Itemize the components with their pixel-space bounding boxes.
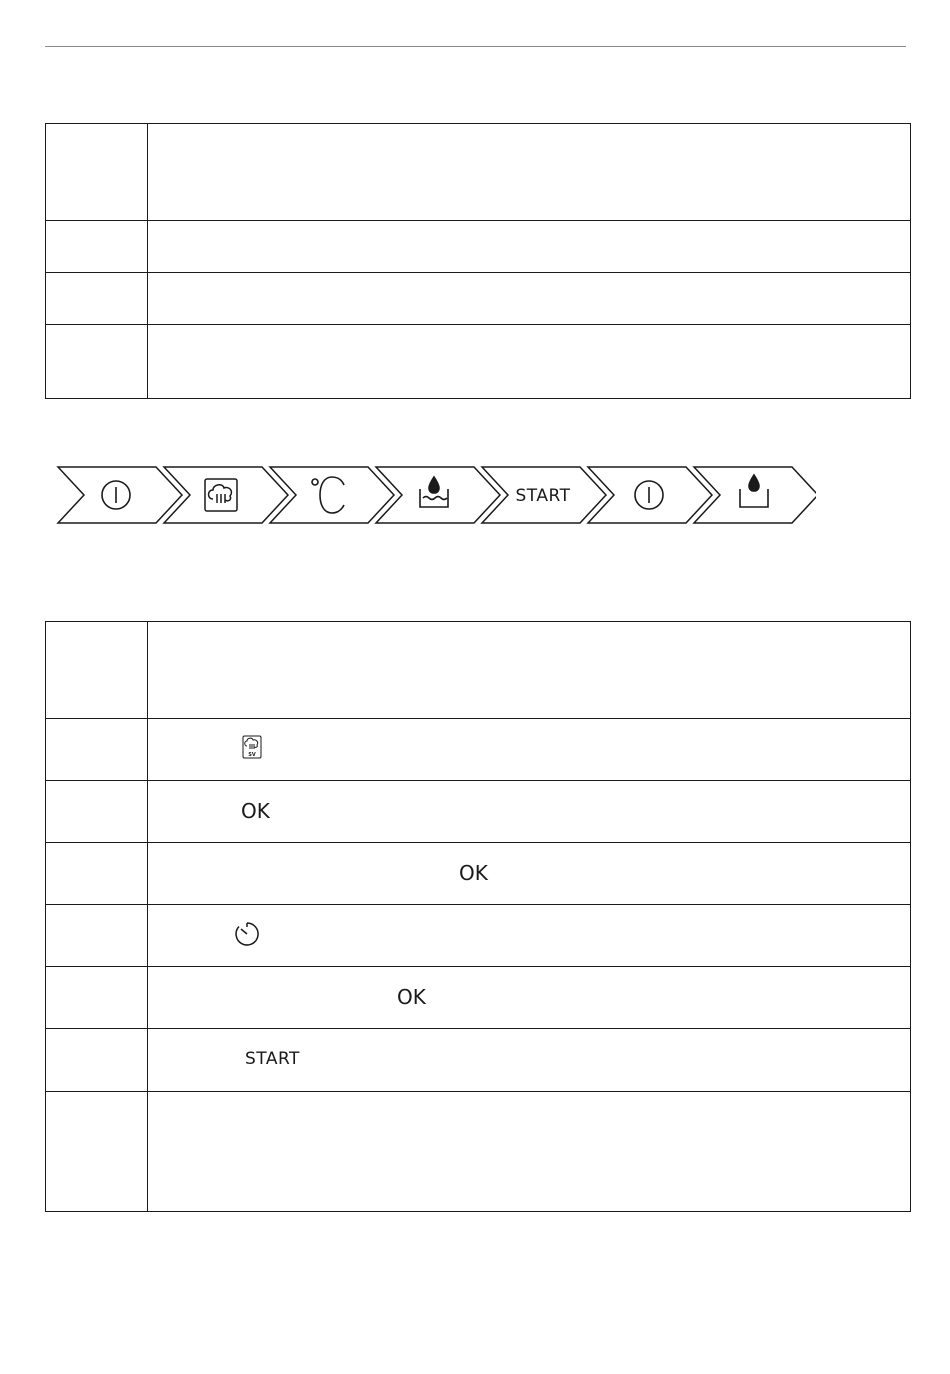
procedure-sequence (56, 465, 816, 525)
table-row (46, 124, 911, 221)
table-row (46, 719, 911, 781)
svg-text:SV: SV (248, 752, 256, 758)
header-rule (45, 46, 906, 47)
table-row (46, 622, 911, 719)
steam-sv-icon (242, 735, 262, 759)
ok-key-label: OK (459, 861, 488, 885)
table-row (46, 1029, 911, 1092)
table-row (46, 273, 911, 325)
ok-key-label: OK (397, 985, 426, 1009)
table-row (46, 1092, 911, 1212)
ok-key-label: OK (241, 799, 270, 823)
table-row (46, 843, 911, 905)
table-row (46, 967, 911, 1029)
table-row (46, 905, 911, 967)
table-row (46, 221, 911, 273)
table-row (46, 325, 911, 399)
timer-icon (234, 921, 260, 947)
sequence-chevron (58, 467, 182, 523)
steps-table-1 (45, 123, 911, 399)
table-row (46, 781, 911, 843)
start-key-label: START (245, 1049, 300, 1069)
steps-table-2 (45, 621, 911, 1212)
start-label: START (515, 486, 571, 506)
